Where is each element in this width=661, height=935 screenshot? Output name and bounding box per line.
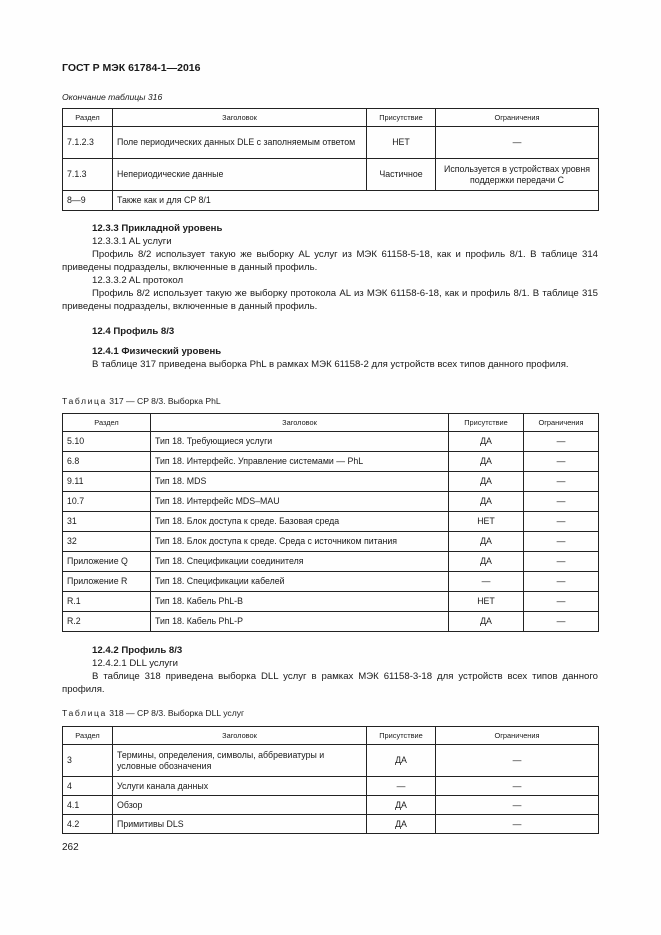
cell-section: 31 bbox=[63, 512, 151, 532]
cell-constraints: Используется в устройствах уровня поддержки передачи С bbox=[436, 159, 599, 191]
cell-section: Приложение R bbox=[63, 572, 151, 592]
cell-constraints: — bbox=[436, 127, 599, 159]
cell-constraints: — bbox=[524, 592, 599, 612]
table-316 bbox=[62, 108, 599, 211]
table-row bbox=[63, 592, 599, 612]
cell-constraints: — bbox=[436, 796, 599, 815]
table-row bbox=[63, 472, 599, 492]
cell-section: 9.11 bbox=[63, 472, 151, 492]
table-318-caption bbox=[62, 708, 244, 718]
subsection-heading: 12.3.3.2 AL протокол bbox=[92, 275, 184, 286]
caption-text: 318 — CP 8/3. Выборка DLL услуг bbox=[106, 708, 245, 718]
paragraph: В таблице 318 приведена выборка DLL услуг в рамках МЭК 61158-3-18 для устройств всех типов данного профиля. bbox=[62, 671, 598, 695]
cell-presence: ДА bbox=[449, 552, 524, 572]
cell-constraints: — bbox=[524, 472, 599, 492]
table-row bbox=[63, 745, 599, 777]
table-row bbox=[63, 432, 599, 452]
cell-constraints: — bbox=[436, 815, 599, 834]
cell-title: Примитивы DLS bbox=[113, 815, 367, 834]
cell-section: 7.1.3 bbox=[63, 159, 113, 191]
section-12-4-2 bbox=[62, 644, 598, 696]
column-header: Присутствие bbox=[449, 414, 524, 432]
paragraph: Профиль 8/2 использует такую же выборку протокола AL из МЭК 61158-6-18, как и профиль 8/1. В таблице 315 приведены подразделы, включенные в данный профиль. bbox=[62, 288, 598, 312]
cell-constraints: — bbox=[524, 512, 599, 532]
cell-constraints: — bbox=[524, 552, 599, 572]
cell-presence: НЕТ bbox=[449, 592, 524, 612]
cell-presence: ДА bbox=[449, 532, 524, 552]
table-header-row bbox=[63, 109, 599, 127]
caption-text: 317 — CP 8/3. Выборка PhL bbox=[106, 396, 221, 406]
cell-title: Обзор bbox=[113, 796, 367, 815]
cell-title: Тип 18. Требующиеся услуги bbox=[151, 432, 449, 452]
cell-constraints: — bbox=[524, 452, 599, 472]
table-row bbox=[63, 452, 599, 472]
table-row bbox=[63, 612, 599, 632]
cell-title: Тип 18. Блок доступа к среде. Базовая среда bbox=[151, 512, 449, 532]
cell-constraints: — bbox=[524, 612, 599, 632]
table-318 bbox=[62, 726, 599, 834]
table-row bbox=[63, 492, 599, 512]
table-317 bbox=[62, 413, 599, 632]
cell-section: 8—9 bbox=[63, 191, 113, 211]
cell-presence: НЕТ bbox=[449, 512, 524, 532]
column-header: Раздел bbox=[63, 414, 151, 432]
caption-prefix: Таблица bbox=[62, 708, 107, 718]
cell-constraints: — bbox=[524, 492, 599, 512]
cell-section: 4.2 bbox=[63, 815, 113, 834]
table-header-row bbox=[63, 727, 599, 745]
cell-section: R.1 bbox=[63, 592, 151, 612]
table-row bbox=[63, 532, 599, 552]
column-header: Ограничения bbox=[524, 414, 599, 432]
cell-constraints: — bbox=[524, 532, 599, 552]
table-row bbox=[63, 796, 599, 815]
page-number: 262 bbox=[62, 842, 79, 853]
caption-prefix: Таблица bbox=[62, 396, 107, 406]
cell-title: Поле периодических данных DLE с заполняемым ответом bbox=[113, 127, 367, 159]
cell-section: 6.8 bbox=[63, 452, 151, 472]
section-heading: 12.4 Профиль 8/3 bbox=[92, 326, 175, 337]
cell-title: Тип 18. MDS bbox=[151, 472, 449, 492]
cell-presence: ДА bbox=[449, 612, 524, 632]
paragraph: В таблице 317 приведена выборка PhL в рамках МЭК 61158-2 для устройств всех типов данного профиля. bbox=[92, 359, 569, 370]
cell-presence: ДА bbox=[367, 745, 436, 777]
cell-presence: ДА bbox=[449, 472, 524, 492]
column-header: Присутствие bbox=[367, 727, 436, 745]
cell-section: Приложение Q bbox=[63, 552, 151, 572]
subsection-heading: 12.4.1 Физический уровень bbox=[92, 346, 222, 357]
cell-section: 5.10 bbox=[63, 432, 151, 452]
cell-presence: ДА bbox=[449, 432, 524, 452]
cell-section: 10.7 bbox=[63, 492, 151, 512]
table-row bbox=[63, 159, 599, 191]
column-header: Раздел bbox=[63, 727, 113, 745]
column-header: Заголовок bbox=[113, 109, 367, 127]
cell-presence: — bbox=[449, 572, 524, 592]
cell-title: Тип 18. Спецификации соединителя bbox=[151, 552, 449, 572]
cell-section: R.2 bbox=[63, 612, 151, 632]
table-317-caption bbox=[62, 396, 221, 406]
cell-title: Термины, определения, символы, аббревиатуры и условные обозначения bbox=[113, 745, 367, 777]
section-12-4 bbox=[62, 325, 598, 371]
cell-constraints: — bbox=[436, 745, 599, 777]
cell-title: Тип 18. Блок доступа к среде. Среда с источником питания bbox=[151, 532, 449, 552]
cell-section: 4.1 bbox=[63, 796, 113, 815]
cell-presence: ДА bbox=[449, 492, 524, 512]
table-row bbox=[63, 512, 599, 532]
table-header-row bbox=[63, 414, 599, 432]
column-header: Заголовок bbox=[113, 727, 367, 745]
table-row bbox=[63, 191, 599, 211]
cell-presence: ДА bbox=[449, 452, 524, 472]
column-header: Присутствие bbox=[367, 109, 436, 127]
cell-constraints: — bbox=[524, 572, 599, 592]
table-316-caption: Окончание таблицы 316 bbox=[62, 92, 163, 102]
cell-presence: Частичное bbox=[367, 159, 436, 191]
cell-section: 7.1.2.3 bbox=[63, 127, 113, 159]
column-header: Раздел bbox=[63, 109, 113, 127]
section-heading: 12.3.3 Прикладной уровень bbox=[92, 223, 223, 234]
cell-title: Тип 18. Интерфейс MDS–MAU bbox=[151, 492, 449, 512]
cell-title: Тип 18. Интерфейс. Управление системами — PhL bbox=[151, 452, 449, 472]
column-header: Ограничения bbox=[436, 109, 599, 127]
subsection-heading: 12.3.3.1 AL услуги bbox=[92, 236, 172, 247]
section-12-3-3 bbox=[62, 222, 598, 313]
cell-presence: НЕТ bbox=[367, 127, 436, 159]
table-row bbox=[63, 572, 599, 592]
section-heading: 12.4.2 Профиль 8/3 bbox=[92, 645, 183, 656]
paragraph: Профиль 8/2 использует такую же выборку AL услуг из МЭК 61158-5-18, как и профиль 8/1. В таблице 314 приведены подразделы, включенные в данный профиль. bbox=[62, 249, 598, 273]
cell-constraints: — bbox=[524, 432, 599, 452]
cell-presence: ДА bbox=[367, 815, 436, 834]
table-row bbox=[63, 127, 599, 159]
cell-title: Тип 18. Кабель PhL-P bbox=[151, 612, 449, 632]
cell-title: Услуги канала данных bbox=[113, 777, 367, 796]
cell-title: Тип 18. Кабель PhL-B bbox=[151, 592, 449, 612]
cell-title: Непериодические данные bbox=[113, 159, 367, 191]
cell-section: 32 bbox=[63, 532, 151, 552]
cell-title: Также как и для CP 8/1 bbox=[113, 191, 599, 211]
subsection-heading: 12.4.2.1 DLL услуги bbox=[92, 658, 178, 669]
cell-constraints: — bbox=[436, 777, 599, 796]
cell-title: Тип 18. Спецификации кабелей bbox=[151, 572, 449, 592]
column-header: Заголовок bbox=[151, 414, 449, 432]
cell-presence: — bbox=[367, 777, 436, 796]
cell-section: 4 bbox=[63, 777, 113, 796]
document-header: ГОСТ Р МЭК 61784-1—2016 bbox=[62, 62, 201, 74]
table-row bbox=[63, 552, 599, 572]
table-row bbox=[63, 815, 599, 834]
cell-section: 3 bbox=[63, 745, 113, 777]
cell-presence: ДА bbox=[367, 796, 436, 815]
table-row bbox=[63, 777, 599, 796]
column-header: Ограничения bbox=[436, 727, 599, 745]
